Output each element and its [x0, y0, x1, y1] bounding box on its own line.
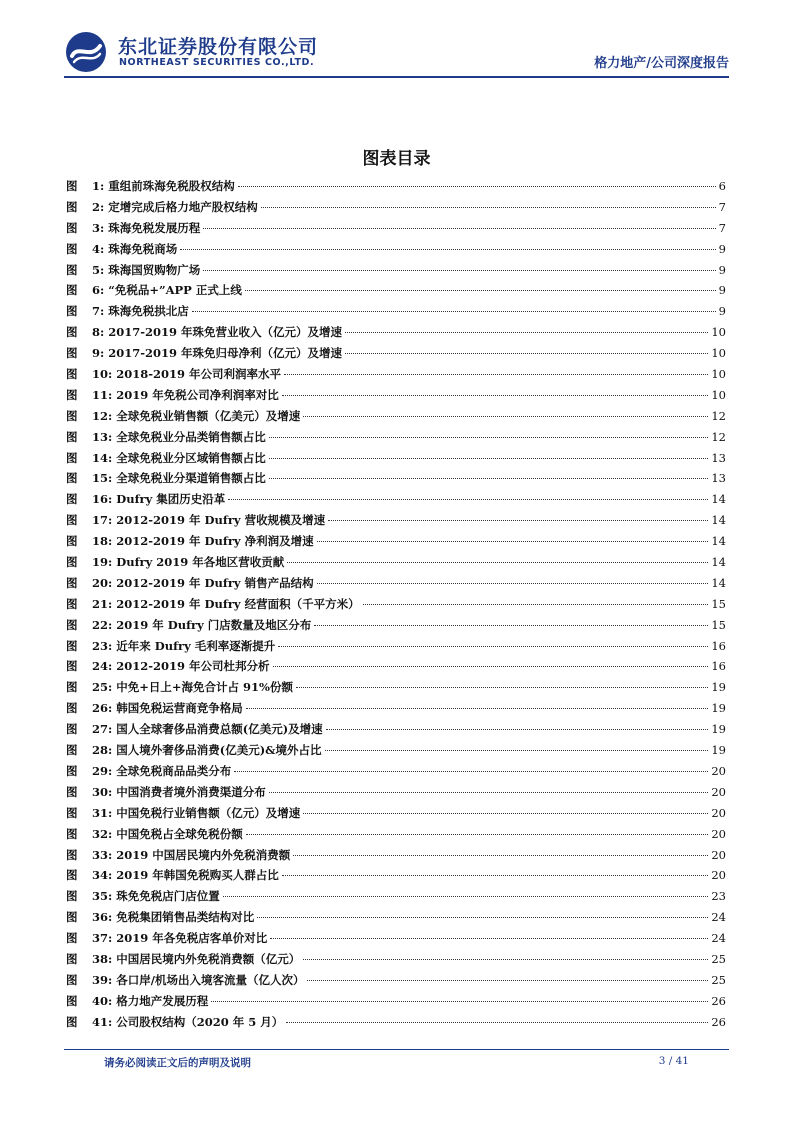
company-name-cn: 东北证券股份有限公司 — [118, 36, 319, 58]
dot-leader — [317, 583, 709, 584]
figure-page-number: 10 — [711, 346, 726, 361]
dot-leader — [269, 792, 709, 793]
figure-label: 图 — [66, 972, 78, 987]
figure-caption: 国人境外奢侈品消费(亿美元)&境外占比 — [116, 743, 322, 758]
dot-leader — [269, 478, 709, 479]
dot-leader — [307, 980, 708, 981]
figure-label: 图 — [66, 743, 78, 758]
toc-entry[interactable] — [66, 617, 726, 638]
dot-leader — [269, 437, 709, 438]
report-tag: 格力地产/公司深度报告 — [594, 56, 729, 71]
dot-leader — [282, 395, 709, 396]
figure-caption: 2019 中国居民境内外免税消费额 — [116, 847, 291, 862]
figure-label: 图 — [66, 951, 78, 966]
figure-label: 图 — [66, 680, 78, 695]
toc-entry[interactable] — [66, 491, 726, 512]
figure-caption: 2012-2019 年 Dufry 经营面积（千平方米） — [116, 596, 360, 611]
figure-label: 图 — [66, 596, 78, 611]
figure-caption: 韩国免税运营商竞争格局 — [116, 701, 243, 716]
figure-number: 9: — [92, 346, 105, 361]
figure-label: 图 — [66, 701, 78, 716]
figure-number: 27: — [92, 722, 113, 737]
dot-leader — [284, 374, 708, 375]
figure-caption: 2012-2019 年公司杜邦分析 — [116, 659, 270, 674]
dot-leader — [317, 541, 709, 542]
toc-entry[interactable] — [66, 742, 726, 763]
figure-number: 2: — [92, 199, 105, 214]
figure-page-number: 9 — [718, 241, 726, 256]
figure-label: 图 — [66, 387, 78, 402]
figure-number: 8: — [92, 325, 105, 340]
toc-entry[interactable] — [66, 533, 726, 554]
dot-leader — [246, 834, 709, 835]
figure-label: 图 — [66, 931, 78, 946]
figure-label: 图 — [66, 199, 78, 214]
dot-leader — [303, 813, 708, 814]
dot-leader — [345, 332, 708, 333]
dot-leader — [328, 520, 708, 521]
figure-caption: 重组前珠海免税股权结构 — [108, 179, 235, 193]
figure-caption: 2012-2019 年 Dufry 营收规模及增速 — [116, 513, 326, 528]
figure-caption: 珠海免税发展历程 — [108, 220, 201, 235]
figure-caption: 各口岸/机场出入境客流量（亿人次） — [116, 972, 305, 987]
figure-page-number: 6 — [718, 179, 726, 193]
figure-number: 23: — [92, 638, 113, 653]
figure-page-number: 9 — [718, 262, 726, 277]
figure-page-number: 14 — [711, 513, 726, 528]
toc-entry[interactable] — [66, 805, 726, 826]
figure-caption: 全球免税业分区域销售额占比 — [116, 450, 266, 465]
figure-page-number: 14 — [711, 534, 726, 549]
dot-leader — [192, 311, 716, 312]
figure-page-number: 16 — [711, 638, 726, 653]
figure-number: 15: — [92, 471, 113, 486]
figure-caption: Dufry 集团历史沿革 — [116, 492, 226, 507]
figure-number: 41: — [92, 1014, 113, 1029]
figure-caption: 全球免税业销售额（亿美元）及增速 — [116, 408, 301, 423]
figure-number: 29: — [92, 763, 113, 778]
figure-number: 13: — [92, 429, 113, 444]
figure-number: 16: — [92, 492, 113, 507]
figure-page-number: 24 — [711, 931, 726, 946]
figure-caption: 免税集团销售品类结构对比 — [116, 910, 255, 925]
toc-entry[interactable] — [66, 178, 726, 199]
figure-number: 18: — [92, 534, 113, 549]
figure-number: 37: — [92, 931, 113, 946]
figure-label: 图 — [66, 220, 78, 235]
figure-caption: 中国免税行业销售额（亿元）及增速 — [116, 805, 301, 820]
figure-page-number: 19 — [711, 680, 726, 695]
figure-caption: 全球免税业分渠道销售额占比 — [116, 471, 266, 486]
toc-entry[interactable] — [66, 658, 726, 679]
toc-entry[interactable] — [66, 199, 726, 220]
footer-disclaimer: 请务必阅读正文后的声明及说明 — [104, 1057, 251, 1069]
figure-number: 7: — [92, 304, 105, 319]
figure-number: 5: — [92, 262, 105, 277]
figure-list — [66, 178, 726, 1035]
figure-caption: 全球免税业分品类销售额占比 — [116, 429, 266, 444]
dot-leader — [211, 1001, 708, 1002]
toc-entry[interactable] — [66, 700, 726, 721]
figure-page-number: 19 — [711, 743, 726, 758]
figure-label: 图 — [66, 304, 78, 319]
figure-caption: 2019 年 Dufry 门店数量及地区分布 — [116, 617, 312, 632]
figure-page-number: 20 — [711, 826, 726, 841]
figure-page-number: 20 — [711, 805, 726, 820]
figure-number: 40: — [92, 993, 113, 1008]
figure-page-number: 26 — [711, 993, 726, 1008]
dot-leader — [326, 729, 709, 730]
figure-label: 图 — [66, 346, 78, 361]
figure-label: 图 — [66, 805, 78, 820]
dot-leader — [223, 896, 709, 897]
figure-label: 图 — [66, 471, 78, 486]
figure-label: 图 — [66, 763, 78, 778]
figure-label: 图 — [66, 534, 78, 549]
toc-entry[interactable] — [66, 763, 726, 784]
toc-entry[interactable] — [66, 408, 726, 429]
figure-number: 31: — [92, 805, 113, 820]
figure-caption: 2012-2019 年 Dufry 销售产品结构 — [116, 575, 314, 590]
dot-leader — [286, 1022, 708, 1023]
toc-entry[interactable] — [66, 554, 726, 575]
figure-number: 34: — [92, 868, 113, 883]
toc-entry[interactable] — [66, 909, 726, 930]
toc-title: 图表目录 — [362, 149, 431, 169]
figure-number: 14: — [92, 450, 113, 465]
figure-caption: 珠海国贸购物广场 — [108, 262, 201, 277]
dot-leader — [246, 708, 709, 709]
dot-leader — [282, 875, 709, 876]
figure-number: 3: — [92, 220, 105, 235]
figure-page-number: 10 — [711, 367, 726, 382]
dot-leader — [325, 750, 709, 751]
figure-number: 30: — [92, 784, 113, 799]
figure-caption: 定增完成后格力地产股权结构 — [108, 199, 258, 214]
toc-entry[interactable] — [66, 282, 726, 303]
figure-number: 22: — [92, 617, 113, 632]
figure-page-number: 15 — [711, 596, 726, 611]
figure-caption: 全球免税商品品类分布 — [116, 763, 232, 778]
toc-entry[interactable] — [66, 993, 726, 1014]
figure-number: 35: — [92, 889, 113, 904]
figure-label: 图 — [66, 179, 78, 193]
figure-number: 24: — [92, 659, 113, 674]
figure-label: 图 — [66, 910, 78, 925]
figure-label: 图 — [66, 722, 78, 737]
toc-entry[interactable] — [66, 930, 726, 951]
figure-caption: “免税品+”APP 正式上线 — [108, 283, 242, 298]
figure-page-number: 13 — [711, 471, 726, 486]
toc-entry[interactable] — [66, 951, 726, 972]
figure-caption: 中免+日上+海免合计占 91%份额 — [116, 680, 293, 695]
figure-page-number: 7 — [718, 199, 726, 214]
dot-leader — [257, 917, 708, 918]
figure-page-number: 19 — [711, 722, 726, 737]
figure-label: 图 — [66, 241, 78, 256]
figure-caption: 2019 年免税公司净利润率对比 — [116, 387, 279, 402]
toc-entry[interactable] — [66, 366, 726, 387]
figure-label: 图 — [66, 555, 78, 570]
figure-page-number: 14 — [711, 492, 726, 507]
figure-number: 10: — [92, 367, 113, 382]
toc-entry[interactable] — [66, 638, 726, 659]
figure-page-number: 24 — [711, 910, 726, 925]
company-logo-icon — [64, 30, 108, 74]
figure-caption: Dufry 2019 年各地区营收贡献 — [116, 555, 285, 570]
figure-number: 4: — [92, 241, 105, 256]
figure-caption: 2017-2019 年珠免归母净利（亿元）及增速 — [108, 346, 343, 361]
toc-entry[interactable] — [66, 1014, 726, 1035]
figure-number: 21: — [92, 596, 113, 611]
figure-page-number: 23 — [711, 889, 726, 904]
toc-entry[interactable] — [66, 575, 726, 596]
toc-entry[interactable] — [66, 826, 726, 847]
toc-entry[interactable] — [66, 429, 726, 450]
figure-page-number: 15 — [711, 617, 726, 632]
figure-page-number: 20 — [711, 784, 726, 799]
dot-leader — [203, 270, 715, 271]
dot-leader — [296, 687, 708, 688]
figure-number: 25: — [92, 680, 113, 695]
dot-leader — [238, 186, 716, 187]
figure-number: 19: — [92, 555, 113, 570]
figure-caption: 2017-2019 年珠免营业收入（亿元）及增速 — [108, 325, 343, 340]
figure-label: 图 — [66, 1014, 78, 1029]
figure-number: 32: — [92, 826, 113, 841]
header-divider — [64, 76, 729, 78]
toc-entry[interactable] — [66, 721, 726, 742]
dot-leader — [293, 855, 708, 856]
toc-entry[interactable] — [66, 470, 726, 491]
figure-label: 图 — [66, 993, 78, 1008]
figure-number: 1: — [92, 179, 105, 193]
toc-entry[interactable] — [66, 220, 726, 241]
dot-leader — [270, 938, 708, 939]
figure-number: 20: — [92, 575, 113, 590]
figure-page-number: 10 — [711, 387, 726, 402]
toc-entry[interactable] — [66, 888, 726, 909]
figure-caption: 公司股权结构（2020 年 5 月） — [116, 1014, 284, 1029]
page-header — [64, 26, 729, 76]
toc-entry[interactable] — [66, 345, 726, 366]
figure-label: 图 — [66, 492, 78, 507]
figure-page-number: 13 — [711, 450, 726, 465]
dot-leader — [228, 499, 708, 500]
figure-label: 图 — [66, 513, 78, 528]
dot-leader — [234, 771, 708, 772]
figure-caption: 珠海免税拱北店 — [108, 304, 189, 319]
toc-entry[interactable] — [66, 847, 726, 868]
figure-number: 11: — [92, 387, 113, 402]
toc-entry[interactable] — [66, 262, 726, 283]
figure-number: 12: — [92, 408, 113, 423]
toc-entry[interactable] — [66, 303, 726, 324]
toc-entry[interactable] — [66, 324, 726, 345]
figure-page-number: 14 — [711, 575, 726, 590]
figure-page-number: 16 — [711, 659, 726, 674]
figure-page-number: 25 — [711, 951, 726, 966]
toc-entry[interactable] — [66, 512, 726, 533]
toc-entry[interactable] — [66, 784, 726, 805]
figure-label: 图 — [66, 826, 78, 841]
figure-number: 36: — [92, 910, 113, 925]
toc-entry[interactable] — [66, 679, 726, 700]
figure-page-number: 14 — [711, 555, 726, 570]
figure-number: 39: — [92, 972, 113, 987]
dot-leader — [261, 207, 716, 208]
figure-label: 图 — [66, 450, 78, 465]
dot-leader — [180, 249, 715, 250]
figure-caption: 国人全球奢侈品消费总额(亿美元)及增速 — [116, 722, 323, 737]
figure-page-number: 10 — [711, 325, 726, 340]
figure-label: 图 — [66, 847, 78, 862]
figure-page-number: 12 — [711, 429, 726, 444]
dot-leader — [245, 290, 716, 291]
figure-page-number: 19 — [711, 701, 726, 716]
figure-label: 图 — [66, 638, 78, 653]
dot-leader — [278, 646, 708, 647]
toc-entry[interactable] — [66, 241, 726, 262]
toc-entry[interactable] — [66, 450, 726, 471]
figure-number: 6: — [92, 283, 105, 298]
figure-label: 图 — [66, 659, 78, 674]
dot-leader — [303, 416, 708, 417]
figure-page-number: 26 — [711, 1014, 726, 1029]
toc-entry[interactable] — [66, 972, 726, 993]
figure-label: 图 — [66, 575, 78, 590]
figure-label: 图 — [66, 325, 78, 340]
toc-entry[interactable] — [66, 596, 726, 617]
figure-page-number: 12 — [711, 408, 726, 423]
figure-number: 33: — [92, 847, 113, 862]
figure-page-number: 9 — [718, 304, 726, 319]
figure-caption: 2019 年韩国免税购买人群占比 — [116, 868, 279, 883]
figure-caption: 格力地产发展历程 — [116, 993, 209, 1008]
figure-page-number: 9 — [718, 283, 726, 298]
figure-label: 图 — [66, 429, 78, 444]
figure-caption: 2018-2019 年公司利润率水平 — [116, 367, 282, 382]
figure-number: 17: — [92, 513, 113, 528]
figure-caption: 中国居民境内外免税消费额（亿元） — [116, 951, 301, 966]
company-name-en: NORTHEAST SECURITIES CO.,LTD. — [119, 57, 315, 68]
toc-entry[interactable] — [66, 387, 726, 408]
dot-leader — [287, 562, 708, 563]
figure-label: 图 — [66, 262, 78, 277]
figure-page-number: 25 — [711, 972, 726, 987]
figure-page-number: 20 — [711, 763, 726, 778]
footer-divider — [64, 1049, 729, 1050]
figure-label: 图 — [66, 283, 78, 298]
figure-caption: 珠海免税商场 — [108, 241, 178, 256]
figure-caption: 2019 年各免税店客单价对比 — [116, 931, 268, 946]
figure-caption: 珠免免税店门店位置 — [116, 889, 220, 904]
figure-page-number: 20 — [711, 847, 726, 862]
figure-label: 图 — [66, 617, 78, 632]
figure-page-number: 20 — [711, 868, 726, 883]
figure-number: 26: — [92, 701, 113, 716]
toc-entry[interactable] — [66, 867, 726, 888]
figure-number: 38: — [92, 951, 113, 966]
figure-label: 图 — [66, 408, 78, 423]
figure-caption: 中国免税占全球免税份额 — [116, 826, 243, 841]
dot-leader — [303, 959, 708, 960]
figure-label: 图 — [66, 784, 78, 799]
dot-leader — [345, 353, 708, 354]
figure-caption: 中国消费者境外消费渠道分布 — [116, 784, 266, 799]
dot-leader — [363, 604, 709, 605]
figure-number: 28: — [92, 743, 113, 758]
figure-label: 图 — [66, 367, 78, 382]
figure-caption: 近年来 Dufry 毛利率逐渐提升 — [116, 638, 276, 653]
dot-leader — [269, 458, 709, 459]
dot-leader — [273, 666, 709, 667]
page-number: 3 / 41 — [658, 1055, 689, 1067]
figure-page-number: 7 — [718, 220, 726, 235]
dot-leader — [314, 625, 708, 626]
figure-label: 图 — [66, 868, 78, 883]
figure-caption: 2012-2019 年 Dufry 净利润及增速 — [116, 534, 314, 549]
figure-label: 图 — [66, 889, 78, 904]
dot-leader — [203, 228, 715, 229]
